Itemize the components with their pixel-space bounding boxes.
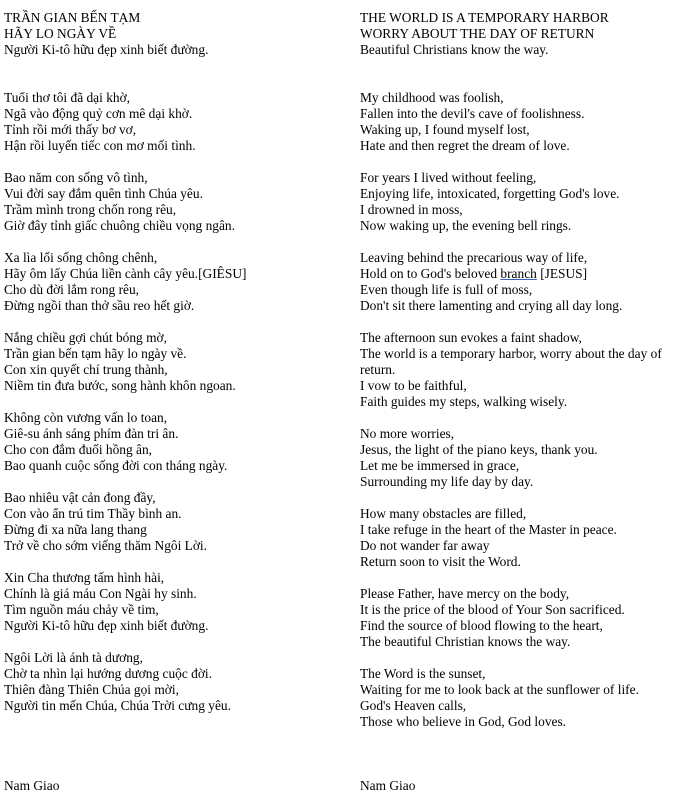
vietnamese-subtitle: Người Ki-tô hữu đẹp xinh biết đường. [4,42,209,57]
verse-line: Enjoying life, intoxicated, forgetting God's love. [360,186,620,201]
stanza [4,650,344,714]
verse-line: Đừng đi xa nữa lang thang [4,522,147,537]
stanza [4,490,344,554]
verse-line: Hận rồi luyến tiếc con mơ mối tình. [4,138,196,153]
english-stanzas [360,90,676,730]
stanza [4,250,344,314]
verse-line: Cho dù đời lắm rong rêu, [4,282,140,297]
verse-line: Tỉnh rồi mới thấy bơ vơ, [4,122,137,137]
verse-line: Leaving behind the precarious way of life, [360,250,588,265]
verse-line: Nắng chiều gợi chút bóng mờ, [4,330,167,345]
verse-line: The beautiful Christian knows the way. [360,634,571,649]
verse-line: Giờ đây tỉnh giấc chuông chiều vọng ngân. [4,218,235,233]
verse-line: Con vào ẩn trú tim Thầy bình an. [4,506,182,521]
verse-line: Bao quanh cuộc sống đời con tháng ngày. [4,458,228,473]
stanza [360,330,676,410]
verse-line: Return soon to visit the Word. [360,554,521,569]
stanza [360,170,676,234]
verse-line: Người Ki-tô hữu đẹp xinh biết đường. [4,618,209,633]
verse-line: Thiên đàng Thiên Chúa gọi mời, [4,682,179,697]
verse-line: Đừng ngồi than thở sầu reo hết giờ. [4,298,195,313]
stanza [4,330,344,394]
verse-line: Even though life is full of moss, [360,282,533,297]
stanza [360,250,676,314]
verse-line: Niềm tin đưa bước, song hành khôn ngoan. [4,378,236,393]
verse-line: How many obstacles are filled, [360,506,527,521]
verse-line: Hate and then regret the dream of love. [360,138,570,153]
underlined-word: branch [500,266,537,281]
verse-line: Hold on to God's beloved branch [JESUS] [360,266,588,281]
verse-line: Cho con đắm đuối hồng ân, [4,442,153,457]
english-author: Nam Giao [360,778,416,793]
verse-line: Waking up, I found myself lost, [360,122,530,137]
verse-line: It is the price of the blood of Your Son sacrificed. [360,602,625,617]
stanza [360,90,676,154]
verse-line: Waiting for me to look back at the sunflower of life. [360,682,639,697]
verse-line: Hãy ôm lấy Chúa liền cành cây yêu.[GIÊSU] [4,266,247,281]
verse-line: My childhood was foolish, [360,90,504,105]
verse-line: I drowned in moss, [360,202,463,217]
stanza [4,170,344,234]
verse-line: Tuổi thơ tôi đã dại khờ, [4,90,131,105]
verse-line: Xa lìa lối sống chông chênh, [4,250,158,265]
verse-line: Trầm mình trong chốn rong rêu, [4,202,177,217]
verse-line: I take refuge in the heart of the Master in peace. [360,522,617,537]
verse-line: Xin Cha thương tấm hình hài, [4,570,165,585]
verse-line: Surrounding my life day by day. [360,474,534,489]
verse-line: Chờ ta nhìn lại hướng dương cuộc đời. [4,666,212,681]
verse-line: Không còn vương vấn lo toan, [4,410,168,425]
verse-line: The Word is the sunset, [360,666,486,681]
verse-line: Trần gian bến tạm hãy lo ngày về. [4,346,187,361]
stanza [360,426,676,490]
english-title-line2: WORRY ABOUT THE DAY OF RETURN [360,26,595,41]
verse-line: Ngã vào động quỷ cơn mê dại khờ. [4,106,193,121]
verse-line: Now waking up, the evening bell rings. [360,218,572,233]
verse-line: For years I lived without feeling, [360,170,537,185]
vietnamese-stanzas [4,90,344,714]
verse-line: Bao nhiêu vật cản đong đầy, [4,490,156,505]
verse-line: Let me be immersed in grace, [360,458,520,473]
english-column [360,10,676,746]
verse-line: Do not wander far away [360,538,490,553]
verse-line: Fallen into the devil's cave of foolishness. [360,106,585,121]
vietnamese-column [4,10,344,730]
verse-line: Bao năm con sống vô tình, [4,170,148,185]
vietnamese-title-line2: HÃY LO NGÀY VỀ [4,26,117,41]
verse-line: Chính là giá máu Con Ngài hy sinh. [4,586,197,601]
verse-line: Ngôi Lời là ánh tà dương, [4,650,143,665]
verse-line: The afternoon sun evokes a faint shadow, [360,330,582,345]
verse-line: Vui đời say đắm quên tình Chúa yêu. [4,186,203,201]
verse-line: Find the source of blood flowing to the heart, [360,618,603,633]
vietnamese-title-line1: TRẦN GIAN BẾN TẠM [4,10,141,25]
vietnamese-author: Nam Giao [4,778,60,793]
english-subtitle: Beautiful Christians know the way. [360,42,549,57]
verse-line: I vow to be faithful, [360,378,467,393]
verse-line: Jesus, the light of the piano keys, thank you. [360,442,598,457]
stanza [360,666,676,730]
verse-line: Don't sit there lamenting and crying all day long. [360,298,623,313]
verse-line: Faith guides my steps, walking wisely. [360,394,568,409]
stanza [4,90,344,154]
verse-line: Con xin quyết chí trung thành, [4,362,168,377]
verse-line: The world is a temporary harbor, worry about the day of return. [360,346,662,377]
verse-line: Giê-su ánh sáng phím đàn tri ân. [4,426,179,441]
english-title-line1: THE WORLD IS A TEMPORARY HARBOR [360,10,609,25]
verse-line: Tìm nguồn máu chảy về tim, [4,602,159,617]
stanza [4,570,344,634]
verse-line: Those who believe in God, God loves. [360,714,567,729]
verse-line: Người tin mến Chúa, Chúa Trời cưng yêu. [4,698,231,713]
verse-line: No more worries, [360,426,455,441]
stanza [360,586,676,650]
stanza [360,506,676,570]
verse-line: Please Father, have mercy on the body, [360,586,570,601]
stanza [4,410,344,474]
verse-line: God's Heaven calls, [360,698,467,713]
verse-line: Trở về cho sớm viếng thăm Ngôi Lời. [4,538,207,553]
